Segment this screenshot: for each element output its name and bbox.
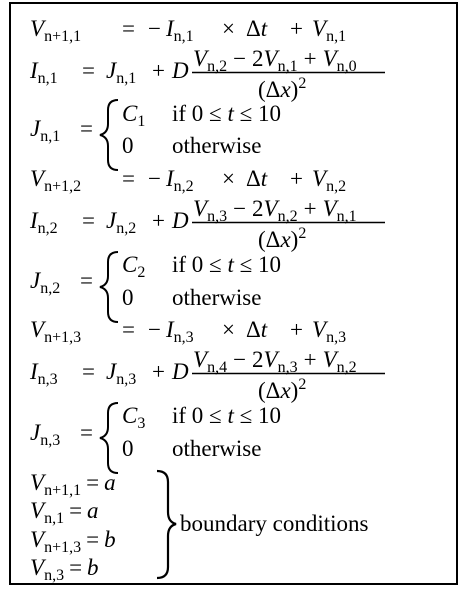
eq-v2-update: [30, 166, 346, 195]
eq-j2: [30, 252, 281, 322]
boundary-label: boundary conditions: [180, 511, 369, 536]
svg-text:Vn,2: $V_{n,2}$: [312, 166, 347, 195]
svg-text:×: ×: [222, 16, 235, 41]
left-brace: [100, 100, 118, 170]
svg-text:In,1: $I_{n,1}$: [30, 58, 58, 87]
svg-text:−: −: [148, 317, 161, 342]
svg-text:In,1: $I_{n,1}$: [166, 16, 194, 45]
eq-j3: [30, 403, 281, 473]
svg-text:if 0 ≤ t ≤ 10: if 0 ≤ t ≤ 10: [172, 101, 281, 126]
svg-text:Δt: Δt: [246, 16, 268, 41]
eq-v1-update: [30, 16, 346, 45]
svg-text:+: +: [290, 16, 303, 41]
svg-text:D: D: [172, 208, 189, 233]
svg-text:=: =: [122, 16, 135, 41]
svg-text:Vn,3: $V_{n,3}$: [312, 317, 347, 346]
svg-text:=: =: [80, 116, 93, 141]
svg-text:Jn,3: $J_{n,3}$: [106, 359, 137, 388]
svg-text:0: 0: [122, 436, 134, 461]
svg-text:Vn+1,2: $V_{n+1,2}$: [30, 166, 82, 195]
svg-text:In,3: $I_{n,3}$: [166, 317, 194, 346]
svg-text:+: +: [152, 359, 165, 384]
svg-text:C2: $C_2$: [122, 252, 146, 281]
svg-text:Vn+1,1=a: $V_{n+1,1} = a$: [30, 470, 116, 499]
svg-text:+: +: [290, 317, 303, 342]
svg-text:+: +: [290, 166, 303, 191]
svg-text:=: =: [122, 166, 135, 191]
eq-i3: [29, 347, 385, 403]
svg-text:−: −: [148, 16, 161, 41]
svg-text:In,2: $I_{n,2}$: [166, 166, 194, 195]
svg-text:Vn,2−2Vn,1+Vn,0: $V_{n,2} - 2V_{n,1} + V_{n,0}$: [193, 46, 357, 75]
svg-text:Vn+1,3=b: $V_{n+1,3} = b$: [30, 527, 116, 556]
right-brace: [157, 471, 176, 578]
svg-text:(Δx)2: $(\Delta x)^2$: [258, 75, 307, 102]
svg-text:=: =: [82, 359, 95, 384]
svg-text:=: =: [122, 317, 135, 342]
svg-text:+: +: [152, 208, 165, 233]
eq-v3-update: [30, 317, 346, 346]
svg-text:Δt: Δt: [246, 166, 268, 191]
svg-text:×: ×: [222, 317, 235, 342]
svg-text:Vn,3=b: $V_{n,3} = b$: [30, 555, 99, 584]
eq-i2: [29, 196, 385, 252]
svg-text:if 0 ≤ t ≤ 10: if 0 ≤ t ≤ 10: [172, 252, 281, 277]
eq-j1: [30, 100, 281, 170]
svg-text:if 0 ≤ t ≤ 10: if 0 ≤ t ≤ 10: [172, 403, 281, 428]
eq-i1: [29, 46, 385, 102]
boundary-conditions: [30, 470, 368, 584]
svg-text:D: D: [172, 58, 189, 83]
svg-text:+: +: [152, 58, 165, 83]
left-brace: [100, 252, 118, 322]
svg-text:otherwise: otherwise: [172, 285, 262, 310]
svg-text:C3: $C_3$: [122, 403, 146, 432]
svg-text:Vn+1,1: $V_{n+1,1}$: [30, 16, 82, 45]
svg-text:Jn,1: $J_{n,1}$: [30, 116, 61, 145]
svg-text:D: D: [172, 359, 189, 384]
svg-text:Vn,4−2Vn,3+Vn,2: $V_{n,4} - 2V_{n,3} + V_{n,2}$: [193, 347, 357, 376]
svg-text:otherwise: otherwise: [172, 436, 262, 461]
svg-text:×: ×: [222, 166, 235, 191]
svg-text:Vn+1,3: $V_{n+1,3}$: [30, 317, 82, 346]
svg-text:=: =: [82, 58, 95, 83]
svg-text:=: =: [80, 268, 93, 293]
svg-text:Vn,1=a: $V_{n,1} = a$: [30, 498, 99, 527]
svg-text:Jn,2: $J_{n,2}$: [30, 268, 61, 297]
svg-text:=: =: [82, 208, 95, 233]
svg-text:In,2: $I_{n,2}$: [30, 208, 58, 237]
svg-text:Vn,1: $V_{n,1}$: [312, 16, 347, 45]
svg-text:(Δx)2: $(\Delta x)^2$: [258, 225, 307, 252]
svg-text:C1: $C_1$: [122, 101, 146, 130]
left-brace: [100, 403, 118, 473]
svg-text:otherwise: otherwise: [172, 133, 262, 158]
svg-text:0: 0: [122, 133, 134, 158]
svg-text:Jn,1: $J_{n,1}$: [106, 58, 137, 87]
svg-text:=: =: [80, 420, 93, 445]
svg-text:Vn,3−2Vn,2+Vn,1: $V_{n,3} - 2V_{n,2} + V_{n,1}$: [193, 196, 357, 225]
svg-text:(Δx)2: $(\Delta x)^2$: [258, 376, 307, 403]
svg-text:−: −: [148, 166, 161, 191]
svg-text:Jn,2: $J_{n,2}$: [106, 208, 137, 237]
svg-text:Jn,3: $J_{n,3}$: [30, 420, 61, 449]
svg-text:In,3: $I_{n,3}$: [30, 359, 58, 388]
svg-text:Δt: Δt: [246, 317, 268, 342]
svg-text:0: 0: [122, 285, 134, 310]
